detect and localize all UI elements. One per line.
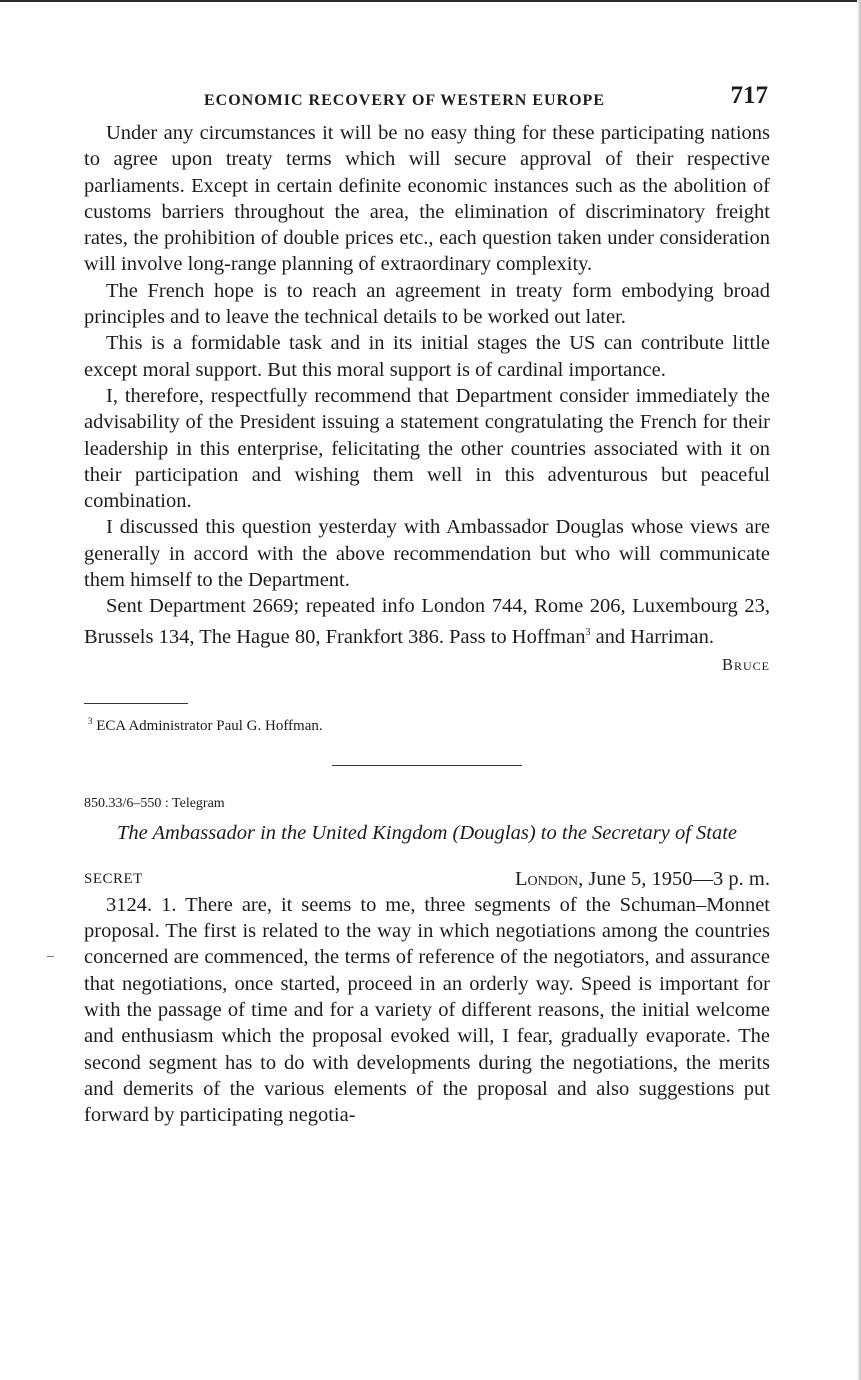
body-paragraph: I, therefore, respectfully recommend that Department consider immediately the advisability of the President issuing a statement congratulating the French for their leadership in this enterprise, felicitating the other countries associated with it on their participation and wishing them well in this adventurous but peaceful combination. — [84, 384, 770, 513]
dateline — [84, 866, 770, 892]
classification: SECRET — [84, 870, 143, 887]
footnote-reference: 3 — [585, 626, 591, 638]
body-paragraph: I discussed this question yesterday with Ambassador Douglas whose views are generally in accord with the above recommendation but who will communicate them himself to the Department. — [84, 516, 770, 592]
distribution-text: Sent Department 2669; repeated info London 744, Rome 206, Luxembourg 23, Brussels 134, The Hague 80, Frankfort 386. Pass to Hoffman — [84, 595, 770, 648]
running-header — [84, 82, 770, 120]
place: London — [515, 867, 579, 890]
date: , June 5, 1950—3 p. m. — [578, 867, 770, 890]
document-title: The Ambassador in the United Kingdom (Douglas) to the Secretary of State — [116, 821, 738, 844]
signature — [84, 652, 770, 678]
running-title: ECONOMIC RECOVERY OF WESTERN EUROPE — [204, 92, 605, 109]
page-number: 717 — [730, 82, 768, 109]
distribution-tail: and Harriman. — [590, 625, 714, 648]
file-reference: 850.33/6–550 : Telegram — [84, 795, 225, 811]
signature-name: Bruce — [721, 654, 770, 674]
telegram-douglas — [84, 796, 770, 1129]
body-paragraph: The French hope is to reach an agreement in treaty form embodying broad principles and to leave the technical details to be worked out later. — [84, 279, 770, 329]
page-right-shadow — [857, 0, 861, 1380]
page-top-edge — [0, 0, 861, 2]
body-paragraph: This is a formidable task and in its initial stages the US can contribute little except moral support. But this moral support is of cardinal importance. — [84, 332, 770, 381]
body-paragraph: Under any circumstances it will be no easy thing for these participating nations to agree upon treaty terms which will secure approval of their respective parliaments. Except in certain definite economic instances such as the abolition of customs barriers throughout the area, the elimination of discriminatory freight rates, the prohibition of double prices etc., each question taken under consideration will involve long-range planning of extraordinary complexity. — [84, 122, 770, 276]
footnote — [88, 716, 770, 735]
body-paragraph: 3124. 1. There are, it seems to me, three segments of the Schuman–Monnet proposal. The first is related to the way in which negotiations among the countries concerned are commenced, the terms of reference of the negotiators, and assurance that negotiations, once started, proceed in an orderly way. Speed is important for with the passage of time and for a variety of different reasons, the initial welcome and enthusiasm which the proposal evoked will, I fear, gradually evaporate. The second segment has to do with developments during the negotiations, the merits and demerits of the various elements of the proposal and also suggestions put forward by participating negotia- — [84, 893, 770, 1127]
footnote-text: ECA Administrator Paul G. Hoffman. — [92, 717, 323, 734]
place-and-date — [515, 866, 770, 892]
telegram-bruce-body — [84, 120, 770, 678]
footnote-marker: 3 — [88, 715, 93, 726]
footnote-divider — [84, 703, 188, 704]
distribution-paragraph — [84, 593, 770, 649]
section-divider — [332, 765, 522, 766]
document-page — [84, 82, 770, 1128]
margin-mark — [47, 956, 54, 957]
